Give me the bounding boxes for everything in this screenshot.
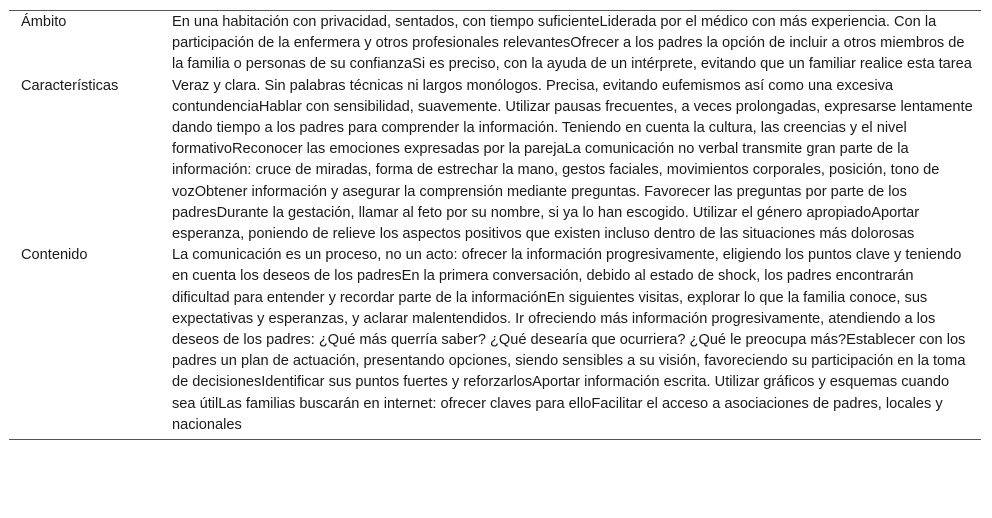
row-content: Veraz y clara. Sin palabras técnicas ni largos monólogos. Precisa, evitando eufemismos así como una excesiva contundenciaHablar con sensibilidad, suavemente. Utilizar pausas frecuentes, a veces prolongadas, expresarse lentamente dando tiempo a los padres para comprender la información. Teniendo en cuenta la cultura, las creencias y el nivel formativoReconocer las emociones expresadas por la parejaLa comunicación no verbal transmite gran parte de la información: cruce de miradas, forma de estrechar la mano, gestos faciales, movimientos corporales, posición, tono de vozObtener información y asegurar la comprensión mediante preguntas. Favorecer las preguntas por parte de los padresDurante la gestación, llamar al feto por su nombre, si ya lo han escogido. Utilizar el género apropiadoAportar esperanza, poniendo de relieve los aspectos positivos que existen incluso dentro de las situaciones más dolorosas — [172, 77, 973, 243]
row-label: Ámbito — [21, 14, 67, 30]
communication-table — [9, 10, 981, 440]
row-label: Características — [21, 77, 119, 94]
row-content: En una habitación con privacidad, sentados, con tiempo suficienteLiderada por el médico con más experiencia. Con la participación de la enfermera y otros profesionales relevantesOfrecer a los padres la opción de incluir a otros miembros de la familia o personas de su confianzaSi es preciso, con la ayuda de un intérprete, evitando que un familiar realice esta tarea — [172, 14, 972, 73]
table-row — [9, 11, 981, 76]
table-row — [9, 76, 981, 246]
row-label: Contenido — [21, 247, 88, 264]
table-row — [9, 245, 981, 439]
row-content: La comunicación es un proceso, no un acto: ofrecer la información progresivamente, eligiendo los puntos clave y teniendo en cuenta los deseos de los padresEn la primera conversación, debido al estado de shock, los padres encontrarán dificultad para entender y recordar parte de la informaciónEn siguientes visitas, explorar lo que la familia conoce, sus expectativas y esperanzas, y aclarar malentendidos. Ir ofreciendo más información progresivamente, atendiendo a los deseos de los padres: ¿Qué más querría saber? ¿Qué desearía que ocurriera? ¿Qué le preocupa más?Establecer con los padres un plan de actuación, presentando opciones, siendo sensibles a su visión, favoreciendo su participación en la toma de decisionesIdentificar sus puntos fuertes y reforzarlosAportar información escrita. Utilizar gráficos y esquemas cuando sea útilLas familias buscarán en internet: ofrecer claves para elloFacilitar el acceso a asociaciones de padres, locales y nacionales — [172, 247, 966, 433]
table — [9, 11, 981, 439]
